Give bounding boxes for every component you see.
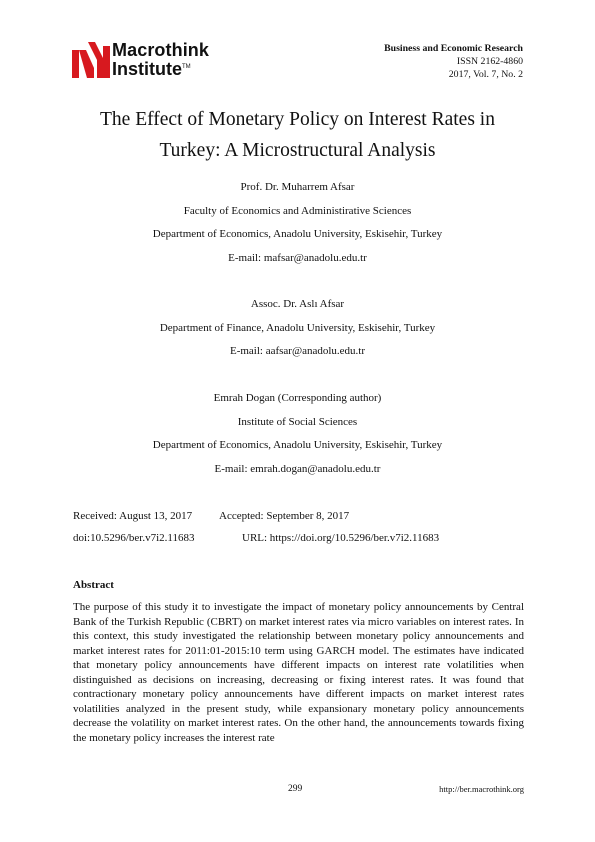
author-block-1 xyxy=(60,176,535,270)
author-3-department: Department of Economics, Anadolu University, Eskisehir, Turkey xyxy=(152,439,443,451)
author-3-institute: Institute of Social Sciences xyxy=(237,415,358,428)
title-line-1: The Effect of Monetary Policy on Interest Rates in xyxy=(100,109,495,130)
author-1-email: E-mail: mafsar@anadolu.edu.tr xyxy=(228,251,367,264)
author-1-faculty: Faculty of Economics and Administirative Sciences xyxy=(183,204,412,217)
page-number: 299 xyxy=(288,784,303,794)
abstract-text: The purpose of this study it to investigate the impact of monetary policy announcements by Central Bank of the Turkish Republic (CBRT) on market interest rates via micro variables on interest rates. In this context, this study investigated the relationship between monetary policy announcements and market interest rates for 2011:01-2015:10 term using GARCH model. The estimates have indicated that monetary policy announcements have different impacts on interest rate volatilities when distinguished as decisions on increasing, decreasing or fixing interest rates. It was found that contractionary monetary policy announcements have different impacts on market interest rates volatilities analyzed in the present study, while expansionary monetary policy announcements decrease the volatility on market interest rates. On the other hand, the announcements towards fixing the monetary policy increases the interest rate xyxy=(73,601,524,744)
received-accepted-line xyxy=(73,505,349,527)
author-1-department: Department of Economics, Anadolu University, Eskisehir, Turkey xyxy=(152,228,443,240)
title-line-2: Turkey: A Microstructural Analysis xyxy=(159,140,436,161)
doi-url[interactable]: URL: https://doi.org/10.5296/ber.v7i2.11683 xyxy=(242,532,440,544)
macrothink-logo-icon xyxy=(72,42,110,78)
author-block-2 xyxy=(60,293,535,364)
publisher-logo xyxy=(72,42,232,82)
footer-url[interactable]: http://ber.macrothink.org xyxy=(439,784,524,794)
author-block-3 xyxy=(60,387,535,481)
logo-line1: Macrothink xyxy=(112,40,210,60)
author-3-name: Emrah Dogan (Corresponding author) xyxy=(213,392,382,404)
accepted-date: Accepted: September 8, 2017 xyxy=(219,510,350,522)
author-2-department: Department of Finance, Anadolu University, Eskisehir, Turkey xyxy=(159,321,436,334)
doi-url-line xyxy=(73,527,439,549)
journal-name: Business and Economic Research xyxy=(384,43,523,54)
author-2-name: Assoc. Dr. Aslı Afsar xyxy=(250,298,345,310)
logo-line2: Institute xyxy=(112,59,182,79)
abstract-heading: Abstract xyxy=(73,579,114,591)
doi[interactable]: doi:10.5296/ber.v7i2.11683 xyxy=(73,532,195,544)
journal-issue: 2017, Vol. 7, No. 2 xyxy=(448,69,523,80)
received-date: Received: August 13, 2017 xyxy=(73,510,193,522)
author-1-name: Prof. Dr. Muharrem Afsar xyxy=(240,181,355,193)
author-3-email: E-mail: emrah.dogan@anadolu.edu.tr xyxy=(214,462,381,475)
journal-header xyxy=(384,42,523,81)
paper-title xyxy=(60,104,535,166)
author-2-email: E-mail: aafsar@anadolu.edu.tr xyxy=(229,345,366,357)
journal-issn: ISSN 2162-4860 xyxy=(456,56,523,67)
logo-tm: TM xyxy=(182,64,191,70)
